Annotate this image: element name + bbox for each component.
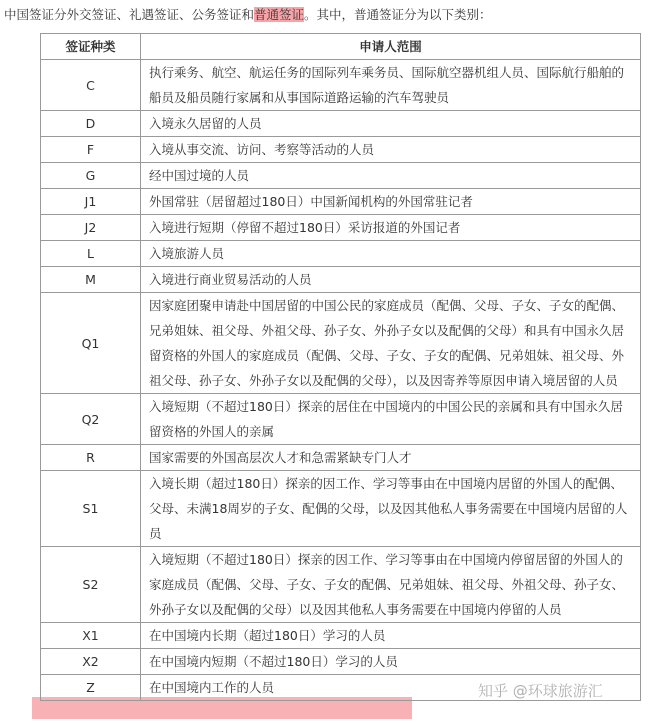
visa-code: R: [41, 445, 141, 471]
table-row: [41, 471, 641, 547]
visa-code: X1: [41, 623, 141, 649]
visa-code: D: [41, 111, 141, 137]
table-header-row: [41, 34, 641, 60]
visa-description: 外国常驻（居留超过180日）中国新闻机构的外国常驻记者: [141, 189, 641, 215]
table-row: [41, 445, 641, 471]
visa-description: 经中国过境的人员: [141, 163, 641, 189]
visa-description: 入境永久居留的人员: [141, 111, 641, 137]
visa-code: Q2: [41, 394, 141, 445]
visa-code: C: [41, 60, 141, 111]
visa-description: 因家庭团聚申请赴中国居留的中国公民的家庭成员（配偶、父母、子女、子女的配偶、兄弟姐妹、祖父母、外祖父母、孙子女、外孙子女以及配偶的父母）和具有中国永久居留资格的外国人的家庭成员（配偶、父母、子女、子女的配偶、兄弟姐妹、祖父母、外祖父母、孙子女、外孙子女以及配偶的父母），以及因寄养等原因申请入境居留的人员: [141, 293, 641, 394]
visa-description: 入境进行短期（停留不超过180日）采访报道的外国记者: [141, 215, 641, 241]
visa-category-table: [40, 33, 641, 701]
visa-description: 入境短期（不超过180日）探亲的因工作、学习等事由在中国境内停留居留的外国人的家庭成员（配偶、父母、子女、子女的配偶、兄弟姐妹、祖父母、外祖父母、孙子女、外孙子女以及配偶的父母）以及因其他私人事务需要在中国境内停留的人员: [141, 547, 641, 623]
intro-text: [4, 6, 654, 24]
visa-code: G: [41, 163, 141, 189]
intro-suffix: 。其中，普通签证分为以下类别：: [304, 7, 492, 22]
visa-code: Q1: [41, 293, 141, 394]
visa-description: 入境进行商业贸易活动的人员: [141, 267, 641, 293]
visa-code: L: [41, 241, 141, 267]
table-row: [41, 394, 641, 445]
visa-description: 执行乘务、航空、航运任务的国际列车乘务员、国际航空器机组人员、国际航行船舶的船员及船员随行家属和从事国际道路运输的汽车驾驶员: [141, 60, 641, 111]
visa-description: 在中国境内工作的人员: [141, 675, 641, 701]
table-row: [41, 547, 641, 623]
watermark: 知乎 @环球旅游汇: [478, 682, 603, 700]
table-row: [41, 623, 641, 649]
intro-highlight: 普通签证: [254, 7, 305, 22]
table-row: [41, 111, 641, 137]
visa-description: 入境长期（超过180日）探亲的因工作、学习等事由在中国境内居留的外国人的配偶、父母、未满18周岁的子女、配偶的父母，以及因其他私人事务需要在中国境内居留的人员: [141, 471, 641, 547]
visa-code: J1: [41, 189, 141, 215]
table-row: [41, 649, 641, 675]
visa-code: X2: [41, 649, 141, 675]
table-row: [41, 215, 641, 241]
visa-code: Z: [41, 675, 141, 701]
visa-code: J2: [41, 215, 141, 241]
table-row: [41, 137, 641, 163]
visa-description: 在中国境内短期（不超过180日）学习的人员: [141, 649, 641, 675]
table-row: [41, 60, 641, 111]
visa-description: 入境从事交流、访问、考察等活动的人员: [141, 137, 641, 163]
visa-description: 入境短期（不超过180日）探亲的居住在中国境内的中国公民的亲属和具有中国永久居留资格的外国人的亲属: [141, 394, 641, 445]
table-row: [41, 163, 641, 189]
table-row: [41, 189, 641, 215]
visa-description: 在中国境内长期（超过180日）学习的人员: [141, 623, 641, 649]
visa-code: S2: [41, 547, 141, 623]
table-row: [41, 293, 641, 394]
header-visa-type: 签证种类: [41, 34, 141, 60]
visa-code: S1: [41, 471, 141, 547]
visa-code: F: [41, 137, 141, 163]
intro-prefix: 中国签证分外交签证、礼遇签证、公务签证和: [4, 7, 255, 22]
visa-description: 国家需要的外国高层次人才和急需紧缺专门人才: [141, 445, 641, 471]
header-applicant-scope: 申请人范围: [141, 34, 641, 60]
visa-description: 入境旅游人员: [141, 241, 641, 267]
table-row: [41, 267, 641, 293]
visa-code: M: [41, 267, 141, 293]
table-row: [41, 241, 641, 267]
